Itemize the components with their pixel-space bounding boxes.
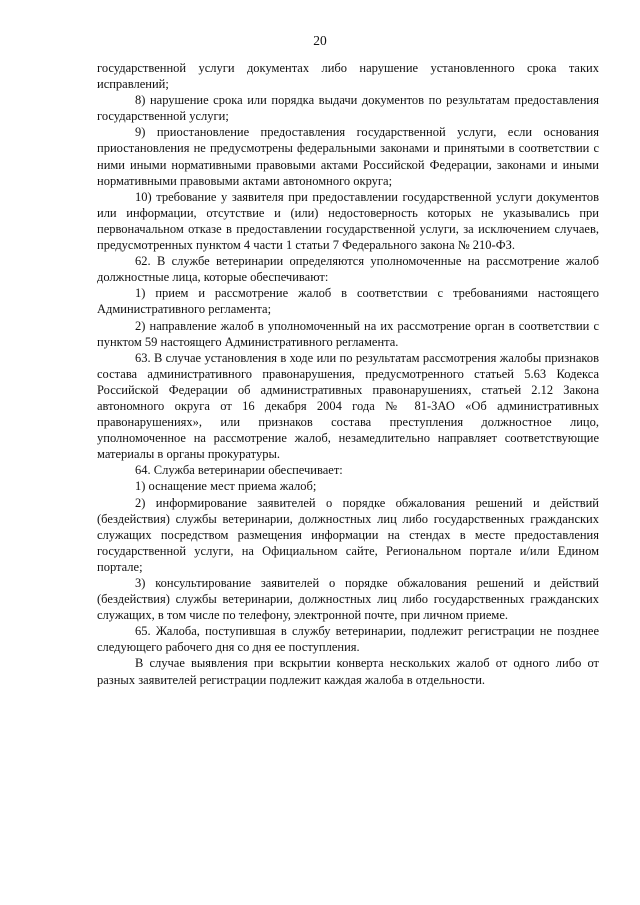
paragraph: В случае выявления при вскрытии конверта нескольких жалоб от одного либо от разных заявителей регистрации подлежит каждая жалоба в отдельности.	[97, 656, 599, 687]
paragraph: 64. Служба ветеринарии обеспечивает:	[135, 463, 343, 478]
paragraph: 10) требование у заявителя при предоставлении государственной услуги документов или информации, отсутствие и (или) недостоверность которых не указывались при первоначальном отказе в предоставлении государственной услуги, за исключением случаев, предусмотренных пунктом 4 части 1 статьи 7 Федерального закона № 210-ФЗ.	[97, 189, 599, 253]
paragraph: 63. В случае установления в ходе или по результатам рассмотрения жалобы признаков состава административного правонарушения, предусмотренного статьей 5.63 Кодекса Российской Федерации об административных правонарушениях, статьей 2.12 Закона автономного округа от 16 декабря 2004 года № 81-ЗАО «Об административных правонарушениях», или признаков состава преступления должностное лицо, уполномоченное на рассмотрение жалоб, незамедлительно направляет соответствующие материалы в органы прокуратуры.	[97, 350, 599, 462]
paragraph: 3) консультирование заявителей о порядке обжалования решений и действий (бездействия) службы ветеринарии, должностных лиц либо государственных гражданских служащих, в том числе по телефону, электронной почте, при личном приеме.	[97, 576, 599, 623]
page-number: 20	[313, 33, 327, 48]
paragraph: 1) оснащение мест приема жалоб;	[135, 479, 317, 494]
paragraph: 65. Жалоба, поступившая в службу ветеринарии, подлежит регистрации не позднее следующего рабочего дня со дня ее поступления.	[97, 624, 599, 655]
document-body	[97, 60, 599, 688]
paragraph: 62. В службе ветеринарии определяются уполномоченные на рассмотрение жалоб должностные лица, которые обеспечивают:	[97, 254, 599, 285]
paragraph: 9) приостановление предоставления государственной услуги, если основания приостановления не предусмотрены федеральными законами и принятыми в соответствии с ними иными нормативными правовыми актами Российской Федерации, законами и иными нормативными правовыми актами автономного округа;	[97, 125, 599, 188]
paragraph: 2) направление жалоб в уполномоченный на их рассмотрение орган в соответствии с пунктом 59 настоящего Административного регламента.	[97, 318, 599, 349]
paragraph: 8) нарушение срока или порядка выдачи документов по результатам предоставления государственной услуги;	[97, 93, 599, 124]
paragraph: государственной услуги документах либо нарушение установленного срока таких исправлений;	[97, 61, 599, 92]
paragraph: 1) прием и рассмотрение жалоб в соответствии с требованиями настоящего Административного регламента;	[97, 286, 599, 317]
paragraph: 2) информирование заявителей о порядке обжалования решений и действий (бездействия) службы ветеринарии, должностных лиц либо государственных гражданских служащих посредством размещения информации на стендах в месте предоставления государственной услуги, на Официальном сайте, Региональном портале и/или Едином портале;	[97, 495, 599, 574]
